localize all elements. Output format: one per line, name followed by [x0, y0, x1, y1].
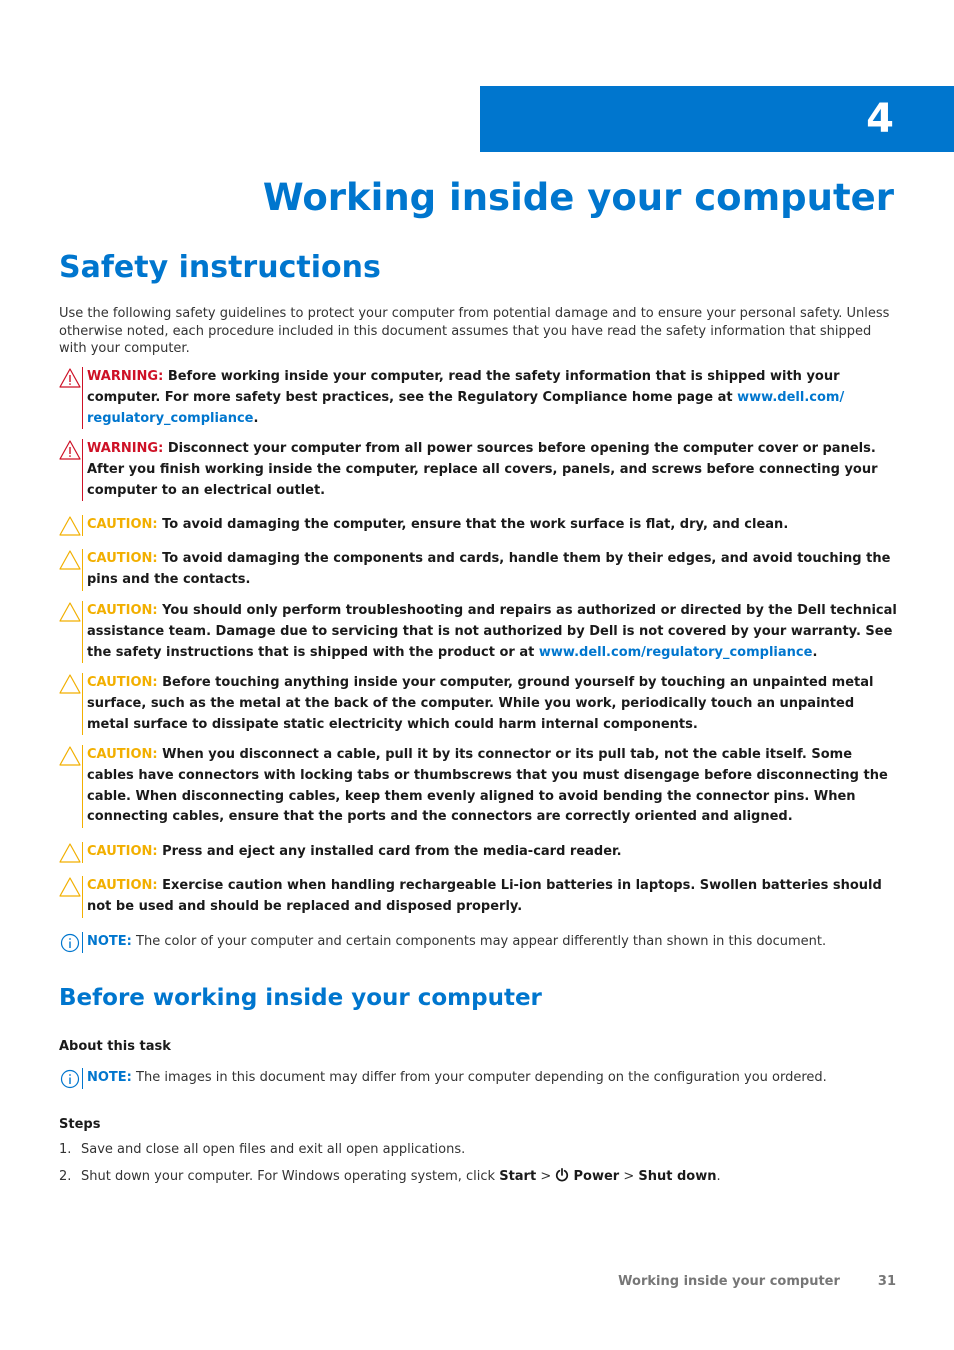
- caution-notice: [59, 549, 899, 591]
- caution-icon: [59, 842, 81, 864]
- caution-notice: [59, 515, 899, 536]
- notice-label: CAUTION:: [87, 675, 158, 690]
- notice-text: To avoid damaging the computer, ensure that the work surface is flat, dry, and clean.: [157, 517, 789, 532]
- step-number: 2.: [59, 1169, 72, 1184]
- footer-title: Working inside your computer: [618, 1274, 840, 1289]
- notice-text: To avoid damaging the components and cards, handle them by their edges, and avoid touching the pins and the contacts.: [87, 551, 891, 587]
- shutdown-menu-label: Shut down: [638, 1169, 717, 1184]
- caution-icon: [59, 673, 81, 695]
- regulatory-link[interactable]: www.dell.com/ regulatory_compliance: [87, 389, 845, 426]
- page-number: 31: [877, 1274, 896, 1289]
- caution-icon: [59, 745, 81, 767]
- notice-text: Exercise caution when handling rechargeable Li-ion batteries in laptops. Swollen batteries should not be used and should be replaced and disposed properly.: [87, 878, 882, 914]
- warning-notice: [59, 367, 899, 429]
- note-notice: [59, 932, 899, 953]
- caution-icon: [59, 876, 81, 898]
- page-footer: [618, 1274, 896, 1289]
- notice-text: Before working inside your computer, read the safety information that is shipped with your computer. For more safety best practices, see the Regulatory Compliance home page at: [87, 369, 840, 405]
- notice-text: Press and eject any installed card from the media-card reader.: [157, 844, 622, 859]
- warning-notice: [59, 439, 899, 501]
- notice-label: CAUTION:: [87, 747, 158, 762]
- caution-notice: [59, 745, 899, 828]
- notice-label: CAUTION:: [87, 603, 158, 618]
- notice-label: CAUTION:: [87, 878, 158, 893]
- notice-text: You should only perform troubleshooting and repairs as authorized or directed by the Dell technical assistance team. Damage due to servicing that is not authorized by Dell is not covered by your warranty. See the safety instructions that is shipped with the product or at: [87, 603, 897, 660]
- step-item: [59, 1141, 899, 1159]
- menu-separator: >: [536, 1169, 556, 1184]
- notice-text: The color of your computer and certain components may appear differently than shown in this document.: [131, 934, 827, 949]
- notice-label: NOTE:: [87, 1070, 132, 1085]
- step-tail: .: [716, 1169, 721, 1184]
- notice-label: CAUTION:: [87, 551, 158, 566]
- caution-icon: [59, 601, 81, 623]
- safety-intro: Use the following safety guidelines to protect your computer from potential damage and to ensure your personal safety. Unless otherwise noted, each procedure included in this document assumes that you have read the safety information that shipped with your computer.: [59, 306, 890, 357]
- start-menu-label: Start: [499, 1169, 537, 1184]
- notice-label: CAUTION:: [87, 517, 158, 532]
- warning-icon: [59, 439, 81, 461]
- steps-label: Steps: [59, 1117, 101, 1132]
- power-icon: [555, 1168, 569, 1182]
- about-task-label: About this task: [59, 1039, 171, 1054]
- caution-icon: [59, 515, 81, 537]
- notice-tail: .: [253, 410, 259, 426]
- step-text: Save and close all open files and exit all open applications.: [81, 1142, 466, 1157]
- info-icon: [59, 1068, 81, 1090]
- regulatory-link[interactable]: www.dell.com/regulatory_compliance: [538, 644, 813, 660]
- notice-text: Before touching anything inside your computer, ground yourself by touching an unpainted metal surface, such as the metal at the back of the computer. While you work, periodically touch an unpainted metal surface to dissipate static electricity which could harm internal components.: [87, 675, 874, 732]
- notice-label: CAUTION:: [87, 844, 158, 859]
- caution-notice: [59, 842, 899, 863]
- notice-text: When you disconnect a cable, pull it by its connector or its pull tab, not the cable itself. Some cables have connectors with locking tabs or thumbscrews that you must disengage before disconnecting the cable. When disconnecting cables, keep them evenly aligned to avoid bending the connector pins. When connecting cables, ensure that the ports and the connectors are correctly oriented and aligned.: [87, 747, 888, 825]
- chapter-band: [480, 86, 954, 152]
- caution-notice: [59, 876, 899, 918]
- info-icon: [59, 932, 81, 954]
- step-text: Shut down your computer. For Windows operating system, click: [81, 1169, 500, 1184]
- notice-label: NOTE:: [87, 934, 132, 949]
- chapter-number: 4: [866, 96, 894, 142]
- notice-text: Disconnect your computer from all power sources before opening the computer cover or panels. After you finish working inside the computer, replace all covers, panels, and screws before connecting your computer to an electrical outlet.: [87, 441, 878, 498]
- menu-separator: >: [619, 1169, 639, 1184]
- warning-icon: [59, 367, 81, 389]
- notice-tail: .: [812, 644, 818, 660]
- notice-label: WARNING:: [87, 441, 164, 456]
- before-heading: Before working inside your computer: [59, 985, 542, 1011]
- caution-notice: [59, 601, 899, 663]
- chapter-title: Working inside your computer: [262, 176, 894, 219]
- step-number: 1.: [59, 1142, 72, 1157]
- notice-label: WARNING:: [87, 369, 164, 384]
- power-menu-label: Power: [573, 1169, 620, 1184]
- safety-heading: Safety instructions: [59, 250, 381, 285]
- caution-notice: [59, 673, 899, 735]
- caution-icon: [59, 549, 81, 571]
- notice-text: The images in this document may differ from your computer depending on the configuration you ordered.: [131, 1070, 827, 1085]
- step-item: [59, 1168, 899, 1186]
- note-notice: [59, 1068, 899, 1089]
